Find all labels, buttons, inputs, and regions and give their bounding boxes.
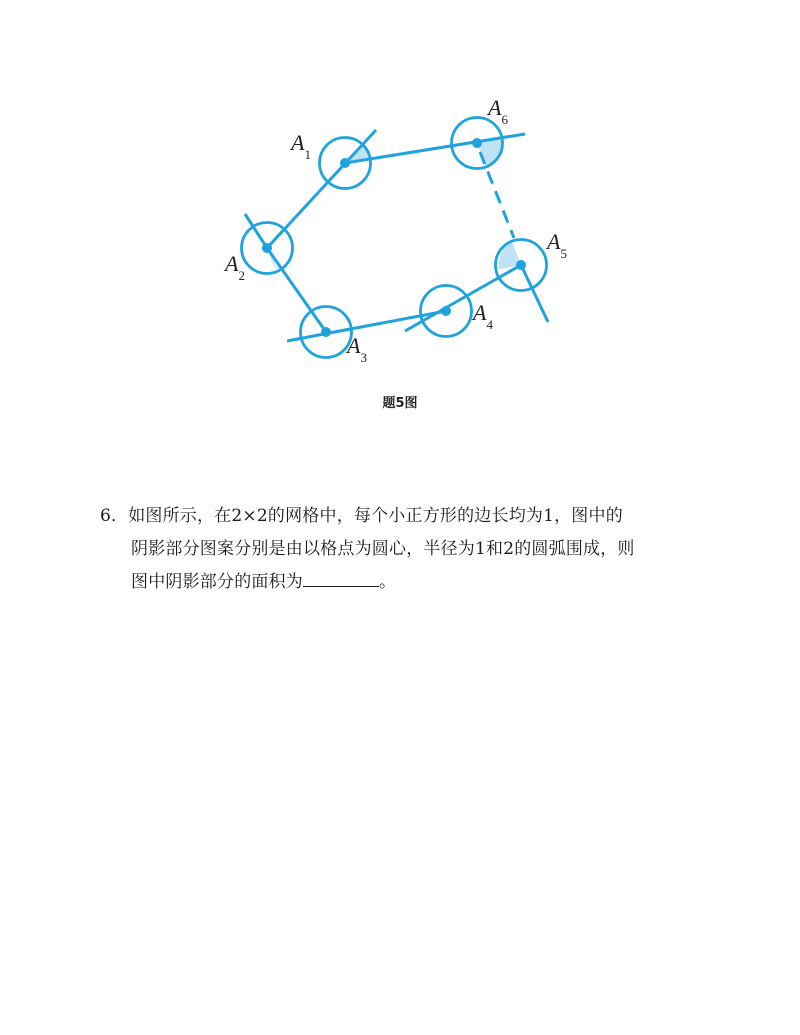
label-a3: $A_3$ [347,333,367,365]
question-6 [100,500,720,599]
vertex-dot-a4 [441,306,451,316]
answer-blank[interactable] [303,567,379,587]
question-line-1 [100,500,720,533]
edge-a2-a3-line [267,248,326,332]
figure-caption: 题5图 [382,396,418,411]
vertex-dot-a3 [321,327,331,337]
label-a5: $A_5$ [547,229,567,261]
question-text-3: 图中阴影部分的面积为 [131,572,303,592]
question-text-1: 如图所示，在2×2的网格中，每个小正方形的边长均为1，图中的 [128,506,623,526]
label-a1: $A_1$ [291,130,311,162]
vertex-dot-a2 [262,243,272,253]
label-a4: $A_4$ [473,300,493,332]
label-a6: $A_6$ [488,95,508,127]
question-end-mark: 。 [379,572,397,592]
edge-a1-a2-line [267,130,376,248]
vertex-dot-a5 [516,260,526,270]
question-number: 6． [100,506,129,526]
polygon-figure [0,0,800,420]
edge-a5-a6-dashed [480,152,514,238]
question-line-3 [100,566,720,599]
vertex-dot-a1 [340,158,350,168]
vertex-dot-a6 [472,138,482,148]
question-line-2: 阴影部分图案分别是由以格点为圆心，半径为1和2的圆弧围成，则 [131,539,635,559]
label-a2: $A_2$ [225,251,245,283]
